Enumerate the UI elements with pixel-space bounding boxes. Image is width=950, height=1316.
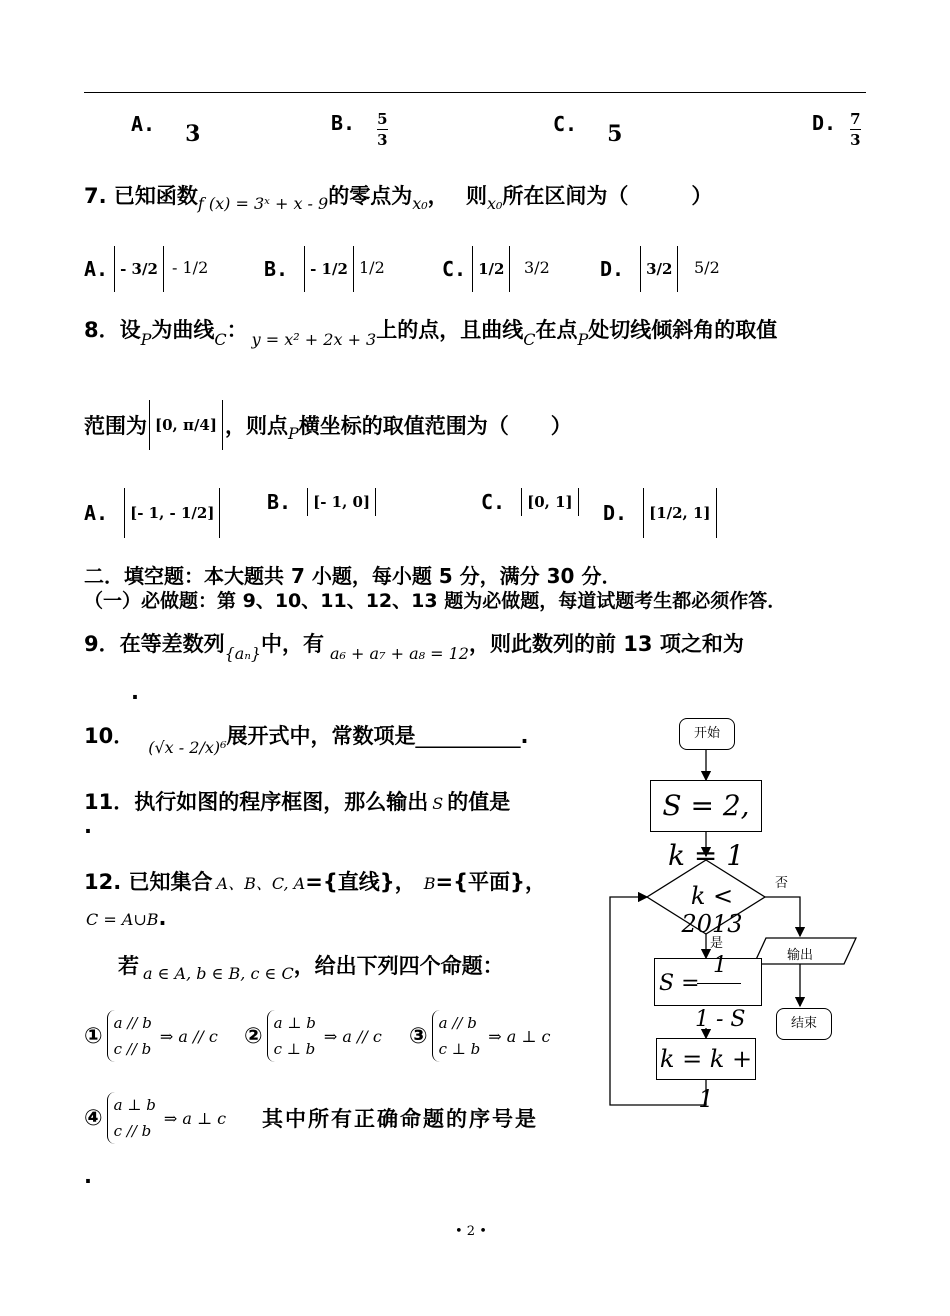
q12-prop-2: ② a ⊥ b c ⊥ b ⇒ a // c	[244, 1010, 382, 1062]
q12-question-line2: 若 $_{a \in A, b \in B, c \in C}$，给出下列四个命题：	[118, 954, 504, 983]
q7-b-right: 1/2	[359, 258, 385, 277]
q11-question: 11．执行如图的程序框图，那么输出 S 的值是	[84, 790, 511, 814]
q6-option-a: A. 3	[131, 112, 201, 147]
q8-option-c: C. [0, 1]	[481, 488, 579, 516]
flow-yes-label: 是	[710, 936, 724, 951]
q7-c-right: 3/2	[524, 258, 550, 277]
q8-option-b: B. [- 1, 0]	[267, 488, 376, 516]
flow-no-label: 否	[775, 876, 789, 891]
flow-assign-s: S = 1 1 - S	[654, 958, 762, 1006]
flow-start: 开始	[679, 718, 735, 750]
q7-option-b: B. - 1/2	[264, 246, 354, 292]
q11-dot: .	[84, 814, 92, 838]
flow-end: 结束	[776, 1008, 832, 1040]
flow-arrow-no	[765, 897, 800, 936]
q12-prop-4: ④ a ⊥ b c // b ⇒ a ⊥ c 其中所有正确命题的序号是	[84, 1092, 538, 1144]
q6-option-c: C. 5	[553, 112, 623, 147]
q12-dot: .	[84, 1164, 92, 1188]
q10-question: 10． $_{(√x - 2/x)^6}$展开式中，常数项是__________.	[84, 724, 529, 757]
q9-question: 9．在等差数列$_{\{a_n\}}$中，有 $_{a_6 + a_7 + a_8 = 12}$，则此数列的前 13 项之和为	[84, 632, 744, 663]
q8-option-a: A. [- 1, - 1/2]	[84, 488, 220, 538]
q12-set-c: C = A∪B.	[86, 906, 167, 930]
q6-option-d: D. $\frac{7}{3}$	[812, 110, 861, 149]
q6-option-b: B. $\frac{5}{3}$	[331, 110, 388, 149]
q7-options	[84, 242, 784, 292]
header-rule	[84, 92, 866, 93]
q12-prop-3: ③ a // b c ⊥ b ⇒ a ⊥ c	[409, 1010, 551, 1062]
q7-a-right: - 1/2	[172, 258, 209, 277]
flow-output: 输出	[786, 948, 813, 963]
section2-title: 二．填空题：本大题共 7 小题，每小题 5 分，满分 30 分．	[84, 564, 622, 588]
q12-question-line1: 12. 已知集合 A、B、C, A={直线}， B={平面}，	[84, 870, 546, 894]
flow-condition: k < 2013	[681, 882, 743, 938]
q8-question-line2: 范围为 [0, π/4] ，则点 P 横坐标的取值范围为（ ）	[84, 400, 572, 450]
q7-d-right: 5/2	[694, 258, 720, 277]
q7-option-d: D. 3/2	[600, 246, 678, 292]
q8-question-line1: 8．设$_P$为曲线$_C$： $_{y = x^2 + 2x + 3}$上的点，且曲线$_C$在点$_P$处切线倾斜角的取值	[84, 318, 778, 349]
q8-option-d: D. [1/2, 1]	[603, 488, 717, 538]
q7-option-a: A. - 3/2	[84, 246, 164, 292]
section2-subtitle: （一）必做题：第 9、10、11、12、13 题为必做题，每道试题考生都必须作答．	[84, 590, 787, 612]
q7-question: 7. 已知函数$_{f (x) = 3ˣ + x - 9}$的零点为$_{x_0}$， 则$_{x_0}$所在区间为（ ）	[84, 184, 713, 213]
flow-init: S = 2, k = 1	[650, 780, 762, 832]
page-number: • 2 •	[455, 1224, 487, 1239]
q9-dot: .	[131, 680, 139, 704]
q7-option-c: C. 1/2	[442, 246, 510, 292]
flow-assign-k: k = k + 1	[656, 1038, 756, 1080]
q12-prop-1: ① a // b c // b ⇒ a // c	[84, 1010, 218, 1062]
